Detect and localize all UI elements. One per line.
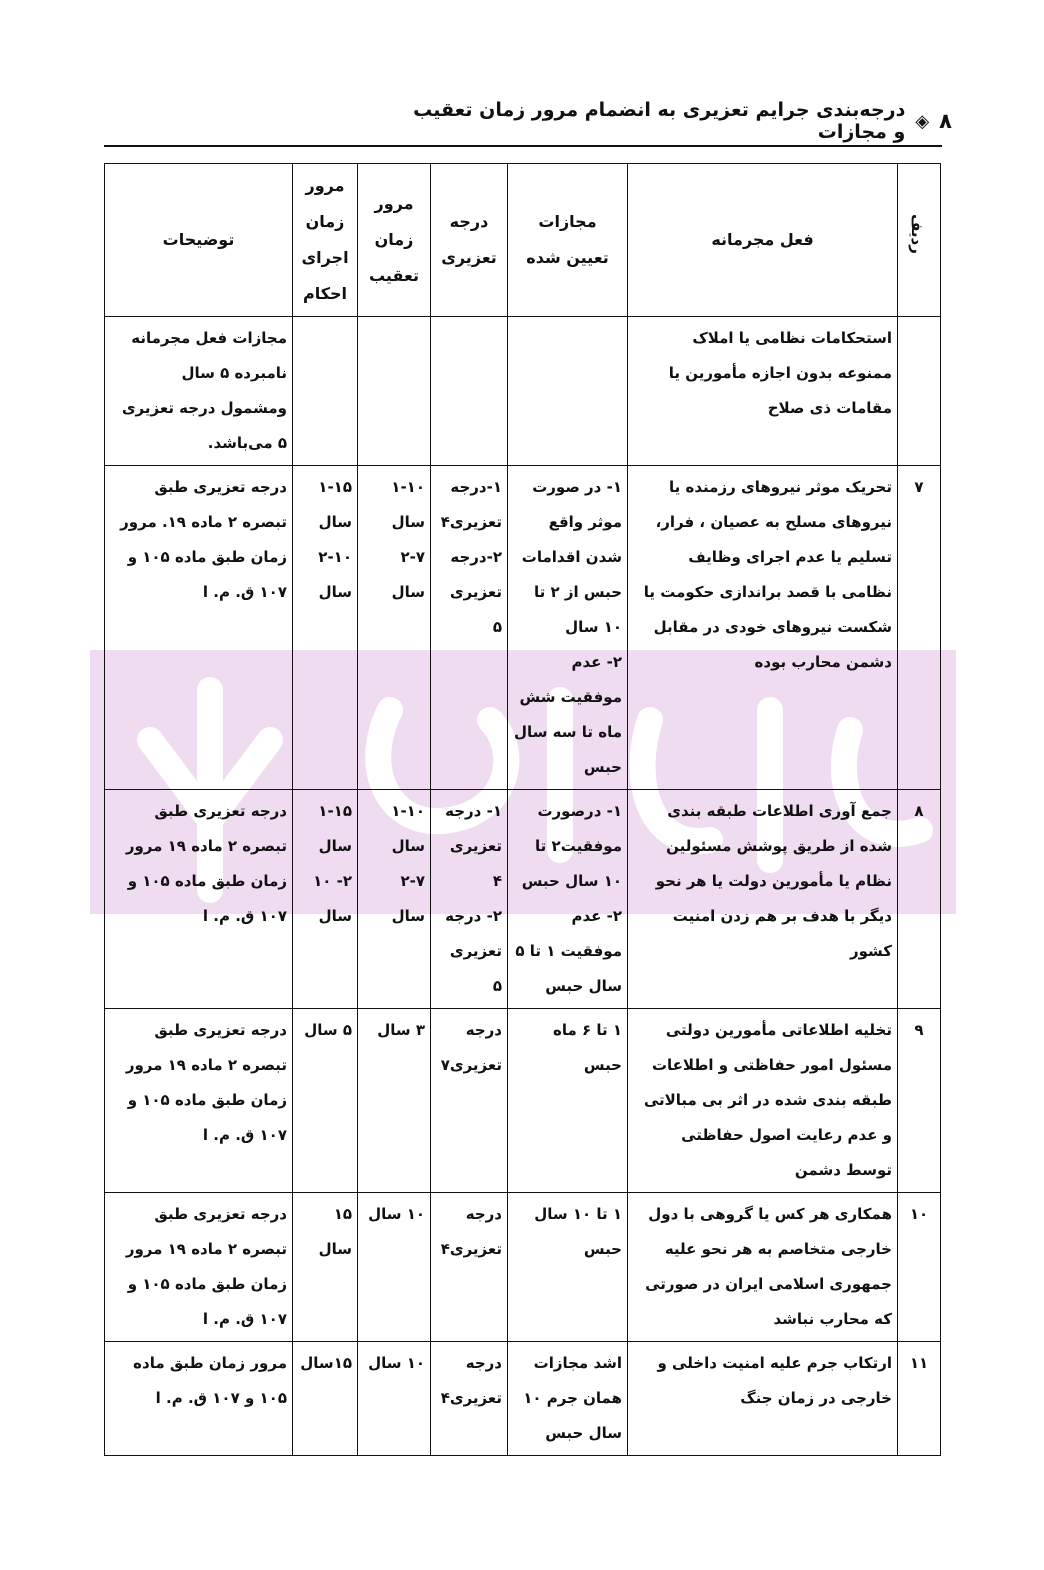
row-act: همکاری هر کس یا گروهی با دول خارجی متخاصم به هر نحو علیه جمهوری اسلامی ایران در صورتی که محارب نباشد [628, 1193, 898, 1342]
table-row [105, 790, 941, 1009]
row-execution: ۱-۱۵ سال ۲- ۱۰ سال [293, 790, 358, 1009]
row-degree: ۱- درجه تعزیری ۴ ۲- درجه تعزیری ۵ [431, 790, 508, 1009]
row-penalty: ۱ تا ۱۰ سال حبس [508, 1193, 628, 1342]
col-header-act: فعل مجرمانه [628, 164, 898, 317]
row-number: ۸ [898, 790, 941, 1009]
diamond-icon: ◈ [915, 110, 930, 132]
col-header-notes: توضیحات [105, 164, 293, 317]
row-execution: ۱۵سال [293, 1342, 358, 1456]
row-act: جمع آوری اطلاعات طبقه بندی شده از طریق پوشش مسئولین نظام یا مأمورین دولت یا هر نحو دیگر با هدف بر هم زدن امنیت کشور [628, 790, 898, 1009]
crimes-table [104, 163, 941, 1456]
row-prosecution: ۱۰ سال [358, 1342, 431, 1456]
row-prosecution: ۱-۱۰ سال ۲-۷ سال [358, 790, 431, 1009]
table-row [105, 1193, 941, 1342]
page-title: درجه‌بندی جرایم تعزیری به انضمام مرور زمان تعقیب و مجازات [413, 99, 906, 143]
row-degree: درجه تعزیری۴ [431, 1193, 508, 1342]
row-degree: درجه تعزیری۷ [431, 1009, 508, 1193]
col-header-degree: درجه تعزیری [431, 164, 508, 317]
row-penalty: ۱- در صورت موثر واقع شدن اقدامات حبس از ۲ تا ۱۰ سال ۲- عدم موفقیت شش ماه تا سه سال حبس [508, 466, 628, 790]
row-act: ارتکاب جرم علیه امنیت داخلی و خارجی در زمان جنگ [628, 1342, 898, 1456]
col-header-label: ردیف [908, 213, 926, 254]
table-header-row [105, 164, 941, 317]
row-prosecution: ۱-۱۰ سال ۲-۷ سال [358, 466, 431, 790]
row-notes: درجه تعزیری طبق تبصره ۲ ماده ۱۹ مرور زمان طبق ماده ۱۰۵ و ۱۰۷ ق. م. ا [105, 790, 293, 1009]
row-number: ۱۰ [898, 1193, 941, 1342]
row-notes: مرور زمان طبق ماده ۱۰۵ و ۱۰۷ ق. م. ا [105, 1342, 293, 1456]
row-execution: ۱-۱۵ سال ۲-۱۰ سال [293, 466, 358, 790]
table-row [105, 1342, 941, 1456]
row-number [898, 317, 941, 466]
row-notes: مجازات فعل مجرمانه نامبرده ۵ سال ومشمول درجه تعزیری ۵ می‌باشد. [105, 317, 293, 466]
row-execution: ۵ سال [293, 1009, 358, 1193]
row-number: ۹ [898, 1009, 941, 1193]
row-penalty: ۱- درصورت موفقیت۲ تا ۱۰ سال حبس ۲- عدم موفقیت ۱ تا ۵ سال حبس [508, 790, 628, 1009]
page-number: ۸ [939, 109, 952, 133]
row-degree: ۱-درجه تعزیری۴ ۲-درجه تعزیری ۵ [431, 466, 508, 790]
row-notes: درجه تعزیری طبق تبصره ۲ ماده ۱۹. مرور زمان طبق ماده ۱۰۵ و ۱۰۷ ق. م. ا [105, 466, 293, 790]
col-header-execution: مرور زمان اجرای احکام [293, 164, 358, 317]
row-prosecution [358, 317, 431, 466]
page-header [412, 99, 952, 143]
row-number: ۷ [898, 466, 941, 790]
row-execution: ۱۵ سال [293, 1193, 358, 1342]
header-rule [104, 145, 942, 147]
col-header-row-number [898, 164, 941, 317]
col-header-penalty: مجازات تعیین شده [508, 164, 628, 317]
row-prosecution: ۳ سال [358, 1009, 431, 1193]
row-penalty [508, 317, 628, 466]
col-header-prosecution: مرور زمان تعقیب [358, 164, 431, 317]
row-act: استحکامات نظامی یا املاک ممنوعه بدون اجازه مأمورین یا مقامات ذی صلاح [628, 317, 898, 466]
row-degree: درجه تعزیری۴ [431, 1342, 508, 1456]
row-execution [293, 317, 358, 466]
row-act: تخلیه اطلاعاتی مأمورین دولتی مسئول امور حفاظتی و اطلاعات طبقه بندی شده در اثر بی مبالاتی و عدم رعایت اصول حفاظتی توسط دشمن [628, 1009, 898, 1193]
row-penalty: ۱ تا ۶ ماه حبس [508, 1009, 628, 1193]
row-notes: درجه تعزیری طبق تبصره ۲ ماده ۱۹ مرور زمان طبق ماده ۱۰۵ و ۱۰۷ ق. م. ا [105, 1193, 293, 1342]
row-penalty: اشد مجازات همان جرم ۱۰ سال حبس [508, 1342, 628, 1456]
row-act: تحریک موثر نیروهای رزمنده یا نیروهای مسلح به عصیان ، فرار، تسلیم یا عدم اجرای وظایف نظامی با قصد براندازی حکومت یا شکست نیروهای خودی در مقابل دشمن محارب بوده [628, 466, 898, 790]
row-degree [431, 317, 508, 466]
table-row [105, 466, 941, 790]
row-prosecution: ۱۰ سال [358, 1193, 431, 1342]
row-number: ۱۱ [898, 1342, 941, 1456]
table-row [105, 1009, 941, 1193]
table-row [105, 317, 941, 466]
row-notes: درجه تعزیری طبق تبصره ۲ ماده ۱۹ مرور زمان طبق ماده ۱۰۵ و ۱۰۷ ق. م. ا [105, 1009, 293, 1193]
